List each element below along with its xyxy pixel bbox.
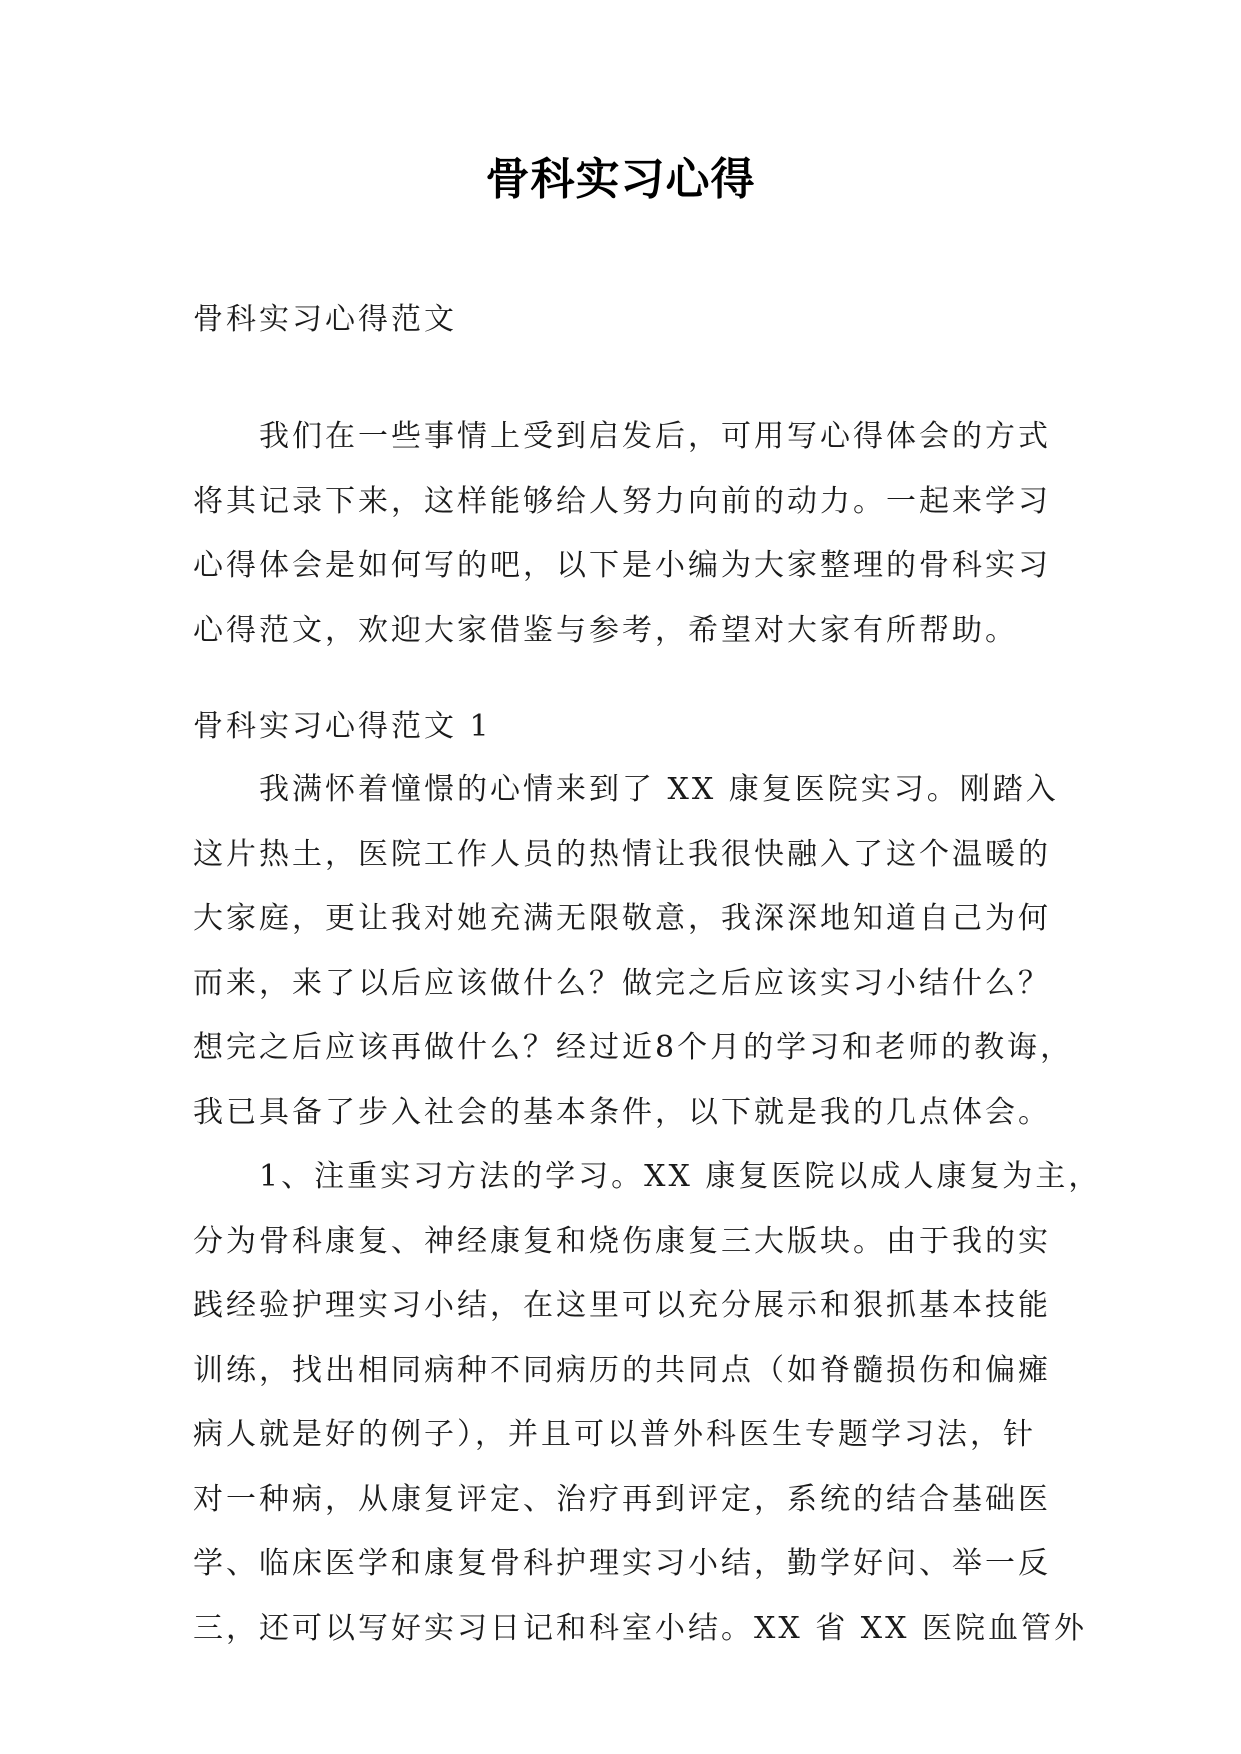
intro-line: 心得体会是如何写的吧，以下是小编为大家整理的骨科实习 [193,548,1051,583]
paragraph-line: 三，还可以写好实习日记和科室小结。XX 省 XX 医院血管外 [193,1610,1088,1646]
intro-paragraph [193,405,1053,663]
section-heading: 骨科实习心得范文 1 [193,709,492,744]
paragraph-line: 而来，来了以后应该做什么？做完之后应该实习小结什么？ [193,965,1051,1001]
document-title: 骨科实习心得 [485,154,756,205]
paragraph-line: 我满怀着憧憬的心情来到了 XX 康复医院实习。刚踏入 [259,772,1059,807]
paragraph-line: 我已具备了步入社会的基本条件，以下就是我的几点体会。 [193,1094,1051,1130]
document-subtitle: 骨科实习心得范文 [193,302,457,337]
paragraph-line: 1、注重实习方法的学习。XX 康复医院以成人康复为主， [259,1159,1102,1194]
intro-line: 将其记录下来，这样能够给人努力向前的动力。一起来学习 [193,483,1051,519]
paragraph-line: 病人就是好的例子），并且可以普外科医生专题学习法，针 [193,1417,1036,1452]
paragraph-line: 训练，找出相同病种不同病历的共同点（如脊髓损伤和偏瘫 [193,1352,1051,1388]
intro-line: 我们在一些事情上受到启发后，可用写心得体会的方式 [259,419,1051,454]
paragraph-line: 对一种病，从康复评定、治疗再到评定，系统的结合基础医 [193,1481,1051,1517]
paragraph-line: 这片热土，医院工作人员的热情让我很快融入了这个温暖的 [193,836,1051,872]
paragraph-line: 大家庭，更让我对她充满无限敬意，我深深地知道自己为何 [193,901,1051,936]
paragraph-line: 学、临床医学和康复骨科护理实习小结，勤学好问、举一反 [193,1546,1051,1581]
paragraph-line: 践经验护理实习小结，在这里可以充分展示和狠抓基本技能 [193,1288,1051,1323]
section-body [193,758,1102,1661]
intro-line: 心得范文，欢迎大家借鉴与参考，希望对大家有所帮助。 [193,612,1018,648]
paragraph-line: 分为骨科康复、神经康复和烧伤康复三大版块。由于我的实 [193,1223,1051,1259]
paragraph-line: 想完之后应该再做什么？经过近8个月的学习和老师的教诲， [193,1030,1074,1065]
